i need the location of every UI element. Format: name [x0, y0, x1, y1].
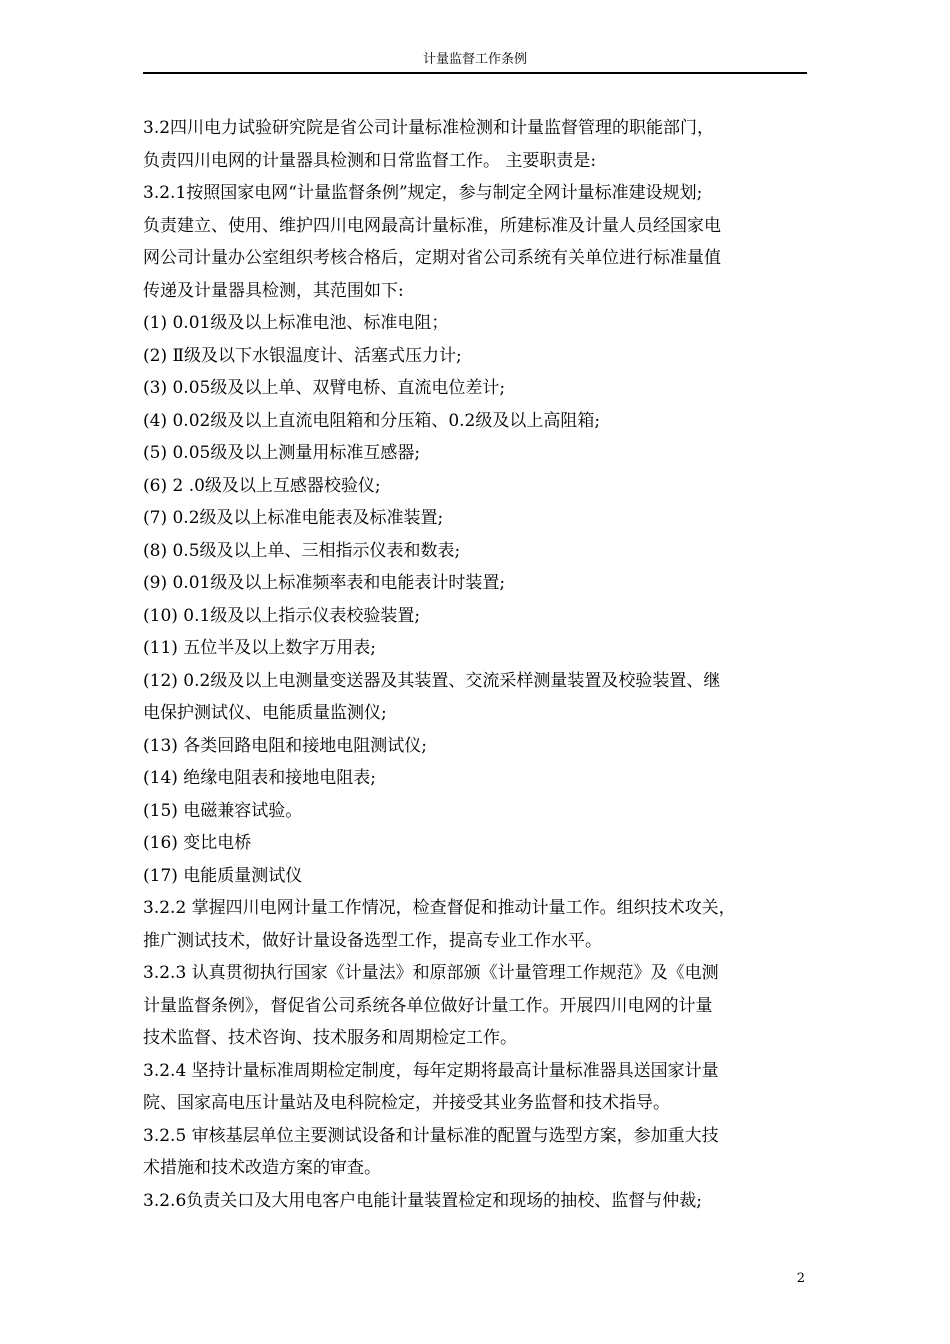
list-item: (4) 0.02级及以上直流电阻箱和分压箱、0.2级及以上高阻箱;: [143, 410, 601, 431]
list-item: (14) 绝缘电阻表和接地电阻表;: [143, 768, 377, 788]
list-item: (3) 0.05级及以上单、双臂电桥、直流电位差计;: [143, 378, 506, 398]
text-line: 3.2四川电力试验研究院是省公司计量标准检测和计量监督管理的职能部门，: [143, 118, 715, 138]
list-item: (17) 电能质量测试仪: [143, 865, 303, 886]
list-item: (12) 0.2级及以上电测量变送器及其装置、交流采样测量装置及校验装置、继: [143, 670, 721, 691]
list-item: (15) 电磁兼容试验。: [143, 800, 303, 821]
page-number: 2: [796, 1271, 805, 1286]
list-item: (10) 0.1级及以上指示仪表校验装置;: [143, 605, 421, 626]
page-header-title: 计量监督工作条例: [422, 52, 527, 67]
list-item: (7) 0.2级及以上标准电能表及标准装置;: [143, 508, 444, 528]
text-line: 传递及计量器具检测，其范围如下:: [143, 280, 404, 301]
text-line: 计量监督条例》，督促省公司系统各单位做好计量工作。开展四川电网的计量: [143, 995, 713, 1016]
text-line: 3.2.6负责关口及大用电客户电能计量装置检定和现场的抽校、监督与仲裁;: [143, 1190, 702, 1211]
text-line: 3.2.1按照国家电网“计量监督条例”规定，参与制定全网计量标准建设规划;: [143, 183, 703, 203]
text-line: 技术监督、技术咨询、技术服务和周期检定工作。: [143, 1028, 517, 1048]
list-item: (1) 0.01级及以上标准电池、标准电阻；: [143, 313, 449, 333]
list-item: (6) 2 .0级及以上互感器校验仪;: [143, 475, 381, 496]
list-item: (11) 五位半及以上数字万用表;: [143, 638, 377, 658]
text-line: 院、国家高电压计量站及电科院检定，并接受其业务监督和技术指导。: [143, 1093, 670, 1113]
text-line: 负责建立、使用、维护四川电网最高计量标准，所建标准及计量人员经国家电: [143, 215, 721, 236]
text-line: 负责四川电网的计量器具检测和日常监督工作。 主要职责是:: [143, 150, 597, 171]
text-line: 推广测试技术，做好计量设备选型工作，提高专业工作水平。: [143, 930, 602, 951]
text-line: 3.2.5 审核基层单位主要测试设备和计量标准的配置与选型方案，参加重大技: [143, 1125, 719, 1146]
text-line: 3.2.2 掌握四川电网计量工作情况，检查督促和推动计量工作。组织技术攻关，: [143, 898, 736, 918]
list-item: (13) 各类回路电阻和接地电阻测试仪;: [143, 735, 428, 756]
header-divider: [143, 72, 807, 74]
text-line: 3.2.4 坚持计量标准周期检定制度，每年定期将最高计量标准器具送国家计量: [143, 1060, 719, 1081]
list-item: (9) 0.01级及以上标准频率表和电能表计时装置;: [143, 573, 506, 593]
list-item-continuation: 电保护测试仪、电能质量监测仪;: [143, 703, 387, 723]
list-item: (8) 0.5级及以上单、三相指示仪表和数表;: [143, 540, 461, 561]
text-line: 3.2.3 认真贯彻执行国家《计量法》和原部颁《计量管理工作规范》及《电测: [143, 963, 719, 983]
text-line: 术措施和技术改造方案的审查。: [143, 1158, 381, 1178]
list-item: (2) Ⅱ级及以下水银温度计、活塞式压力计;: [143, 345, 462, 366]
text-line: 网公司计量办公室组织考核合格后，定期对省公司系统有关单位进行标准量值: [143, 248, 721, 268]
list-item: (16) 变比电桥: [143, 833, 252, 853]
document-body: [143, 112, 823, 1217]
list-item: (5) 0.05级及以上测量用标准互感器;: [143, 443, 421, 463]
